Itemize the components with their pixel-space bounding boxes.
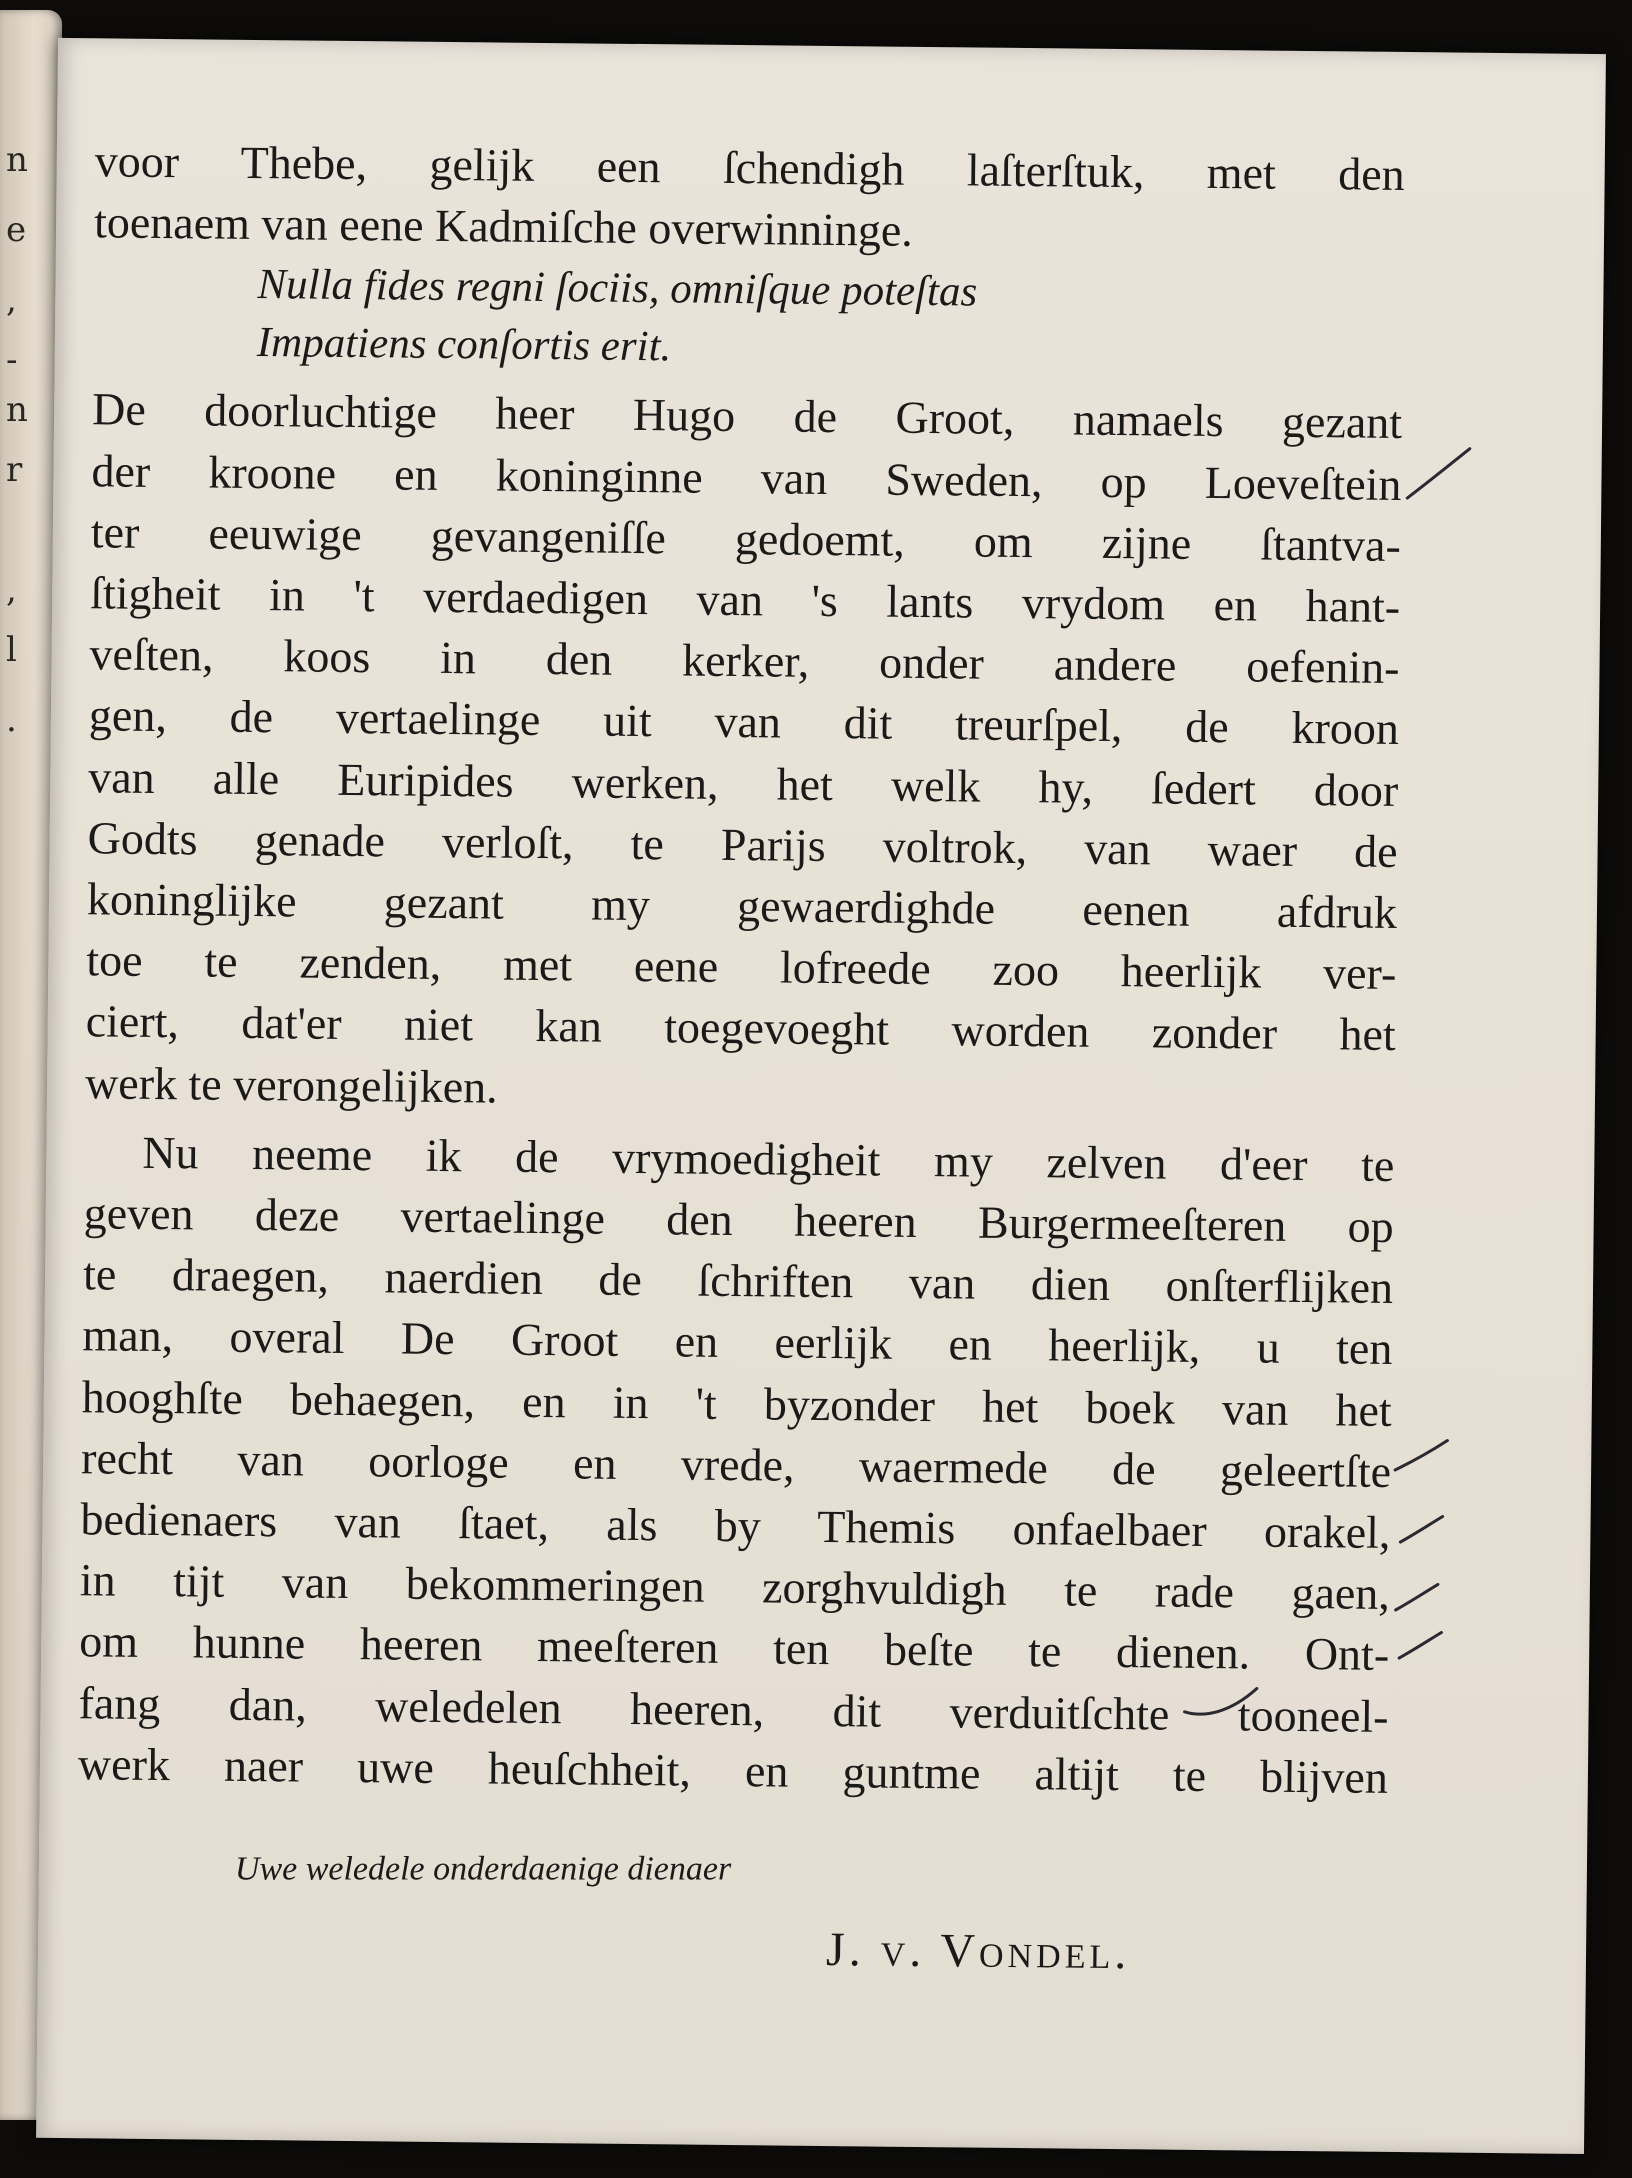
- text-line: in tijt van bekommeringen zorghvuldigh te rade gaen,: [79, 1554, 1391, 1620]
- pen-mark-icon: [1180, 1682, 1260, 1723]
- text-line: fang dan, weledelen heeren, dit verduitſchte tooneel-: [78, 1676, 1389, 1742]
- text-line: van alle Euripides werken, het welk hy, ſedert door: [88, 750, 1399, 816]
- edge-glyph: .: [6, 700, 17, 740]
- verse-line: Impatiens conſortis erit.: [256, 319, 672, 371]
- pen-mark-icon: [1391, 1436, 1451, 1477]
- text-line: Godts genade verloſt, te Parijs voltrok, van waer de: [87, 812, 1398, 877]
- text-line: toenaem van eene Kadmiſche overwinninge.: [93, 196, 914, 257]
- text-line: recht van oorloge en vrede, waermede de geleertſte: [80, 1432, 1392, 1497]
- text-line: toe te zenden, met eene lofreede zoo heerlijk ver-: [86, 934, 1397, 1000]
- text-line: geven deze vertaelinge den heeren Burgermeeſteren op: [83, 1187, 1394, 1252]
- pen-mark-icon: [1395, 1628, 1445, 1665]
- text-line: De doorluchtige heer Hugo de Groot, namaels gezant: [91, 383, 1403, 449]
- text-line: voor Thebe, gelijk een ſchendigh laſterſtuk, met den: [94, 135, 1405, 201]
- edge-glyph: n: [6, 140, 28, 180]
- text-line: werk naer uwe heuſchheit, en guntme altijt te blijven: [77, 1738, 1389, 1803]
- page-text: [78, 130, 1405, 1808]
- edge-glyph: ,: [6, 570, 17, 610]
- text-line: hooghſte behaegen, en in 't byzonder het boek van het: [81, 1370, 1393, 1436]
- edge-glyph: e: [6, 210, 27, 250]
- text-line: der kroone en koninginne van Sweden, op Loeveſtein: [91, 444, 1402, 510]
- opening-lines: [94, 130, 1405, 266]
- latin-verse: [93, 255, 1404, 385]
- text-line: te draegen, naerdien de ſchriften van dien onſterflijken: [82, 1248, 1394, 1314]
- paragraph-one: [85, 379, 1403, 1127]
- text-line: werk te verongelijken.: [84, 1056, 498, 1113]
- text-line: bedienaers van ſtaet, als by Themis onfaelbaer orakel,: [80, 1493, 1391, 1558]
- text-line: ciert, dat'er niet kan toegevoeght worden zonder het: [85, 995, 1396, 1061]
- text-line: om hunne heeren meeſteren ten beſte te dienen. Ont-: [78, 1615, 1390, 1681]
- edge-glyph: l: [6, 630, 17, 670]
- pen-mark-icon: [1396, 1512, 1446, 1549]
- edge-glyph: ,: [6, 280, 17, 320]
- closing-salutation: Uwe weledele onderdaenige dienaer: [234, 1850, 732, 1888]
- edge-glyph: r: [6, 450, 23, 490]
- edge-glyph: -: [6, 340, 18, 380]
- text-line: Nu neeme ik de vrymoedigheit my zelven d'eer te: [142, 1126, 1395, 1191]
- signature: J. v. Vondel.: [825, 1923, 1131, 1980]
- text-line: ſtigheit in 't verdaedigen van 's lants vrydom en hant-: [89, 567, 1401, 632]
- text-line: veſten, koos in den kerker, onder andere oefenin-: [89, 628, 1400, 694]
- pen-mark-icon: [1403, 444, 1474, 505]
- text-line: ter eeuwige gevangeniſſe gedoemt, om zijne ſtantva-: [90, 506, 1402, 571]
- pen-mark-icon: [1392, 1580, 1442, 1617]
- verse-line: Nulla fides regni ſociis, omniſque poteſtas: [257, 261, 978, 316]
- book-page: [36, 38, 1606, 2154]
- text-line: koninglijke gezant my gewaerdighde eenen afdruk: [86, 873, 1398, 938]
- text-line: gen, de vertaelinge uit van dit treurſpel, de kroon: [88, 689, 1400, 755]
- edge-glyph: n: [6, 390, 28, 430]
- text-line: man, overal De Groot en eerlijk en heerlijk, u ten: [82, 1309, 1393, 1375]
